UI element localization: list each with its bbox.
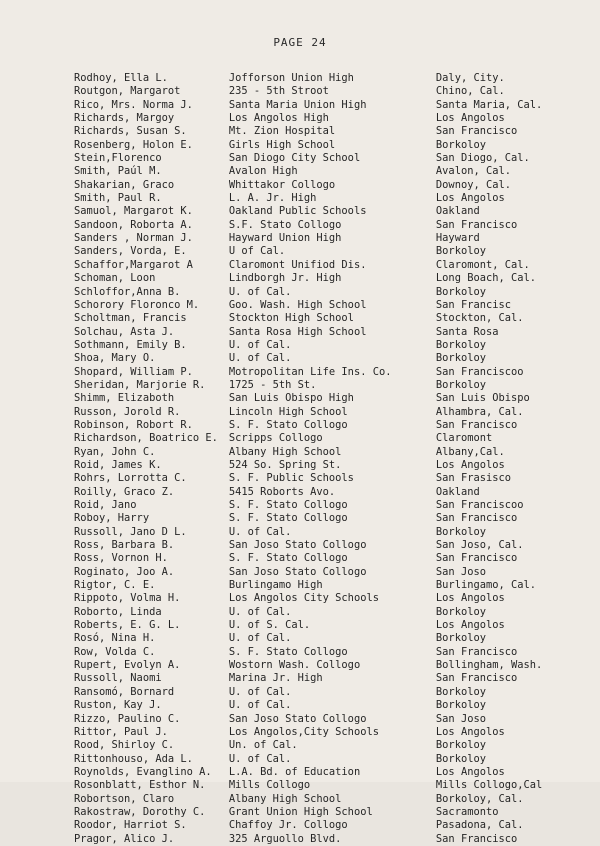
school-cell: Grant Union High School <box>228 805 373 818</box>
name-cell: Routgon, Margarot <box>74 85 181 98</box>
name-cell: Row, Volda C. <box>74 645 156 658</box>
list-item <box>74 686 574 699</box>
list-item <box>74 85 574 98</box>
location-cell: Bollingham, Wash. <box>435 659 543 672</box>
list-item <box>74 592 574 605</box>
list-item <box>74 779 574 792</box>
list-item <box>74 272 574 285</box>
school-cell: U. of Cal. <box>228 338 292 351</box>
school-cell: San Luis Obispo High <box>228 392 354 405</box>
school-cell: U. of Cal. <box>228 605 292 618</box>
list-item <box>74 632 574 645</box>
school-cell: Whittakor Collogo <box>228 178 336 191</box>
list-item <box>74 99 574 112</box>
location-cell: Hayward <box>435 232 480 245</box>
school-cell: Santa Maria Union High <box>228 98 367 111</box>
list-item <box>74 245 574 258</box>
location-cell: Los Angolos <box>435 112 505 125</box>
page-title: PAGE 24 <box>273 36 327 49</box>
name-cell: Sheridan, Marjorie R. <box>74 378 206 391</box>
list-item <box>74 326 574 339</box>
name-cell: Richardson, Boatrico E. <box>74 432 218 445</box>
school-cell: U. of Cal. <box>228 699 292 712</box>
school-cell: Stockton High School <box>228 312 354 325</box>
list-item <box>74 392 574 405</box>
location-cell: Borkoloy, Cal. <box>435 792 524 805</box>
location-cell: Borkoloy <box>435 632 486 645</box>
location-cell: Stockton, Cal. <box>435 312 524 325</box>
school-cell: Scripps Collogo <box>228 432 323 445</box>
location-cell: Borkoloy <box>435 699 486 712</box>
location-cell: Santa Rosa <box>435 325 499 338</box>
location-cell: Avalon, Cal. <box>435 165 511 178</box>
location-cell: Los Angolos <box>435 458 505 471</box>
name-cell: Sanders , Norman J. <box>74 232 193 245</box>
list-item <box>74 713 574 726</box>
location-cell: Borkoloy <box>435 138 486 151</box>
name-cell: Rakostraw, Dorothy C. <box>74 805 206 818</box>
location-cell: Borkoloy <box>435 605 486 618</box>
list-item <box>74 459 574 472</box>
name-cell: Robortson, Claro <box>74 792 175 805</box>
list-item <box>74 112 574 125</box>
name-cell: Robinson, Robort R. <box>74 418 193 431</box>
location-cell: Borkoloy <box>435 285 486 298</box>
school-cell: U. of S. Cal. <box>228 619 311 632</box>
location-cell: San Diogo, Cal. <box>435 152 530 165</box>
name-cell: Schloffor,Anna B. <box>74 285 181 298</box>
school-cell: S. F. Stato Collogo <box>228 645 348 658</box>
list-item <box>74 259 574 272</box>
school-cell: Hayward Union High <box>228 232 342 245</box>
school-cell: Mills Collogo <box>228 779 311 792</box>
school-cell: U. of Cal. <box>228 632 292 645</box>
name-cell: Shakarian, Graco <box>74 178 175 191</box>
name-cell: Roboy, Harry <box>74 512 150 525</box>
name-cell: Samuol, Margarot K. <box>74 205 193 218</box>
list-item <box>74 646 574 659</box>
school-cell: Wostorn Wash. Collogo <box>228 659 361 672</box>
list-item <box>74 793 574 806</box>
list-item <box>74 552 574 565</box>
list-item <box>74 72 574 85</box>
name-cell: Rood, Shirloy C. <box>74 739 175 752</box>
school-cell: 1725 - 5th St. <box>228 378 317 391</box>
list-item <box>74 472 574 485</box>
list-item <box>74 539 574 552</box>
location-cell: Borkoloy <box>435 525 486 538</box>
school-cell: Goo. Wash. High School <box>228 298 367 311</box>
school-cell: Motropolitan Life Ins. Co. <box>228 365 392 378</box>
location-cell: Borkoloy <box>435 685 486 698</box>
name-cell: Rittor, Paul J. <box>74 725 168 738</box>
name-cell: Rippoto, Volma H. <box>74 592 181 605</box>
list-item <box>74 833 574 846</box>
school-cell: 325 Arguollo Blvd. <box>228 832 342 845</box>
location-cell: San Francisco <box>435 418 518 431</box>
location-cell: San Frasisco <box>435 472 511 485</box>
location-cell: Oakland <box>435 205 480 218</box>
name-cell: Shoa, Mary O. <box>74 352 156 365</box>
location-cell: Chino, Cal. <box>435 85 505 98</box>
location-cell: Borkoloy <box>435 739 486 752</box>
name-cell: Roborto, Linda <box>74 605 162 618</box>
location-cell: Los Angolos <box>435 192 505 205</box>
school-cell: U. of Cal. <box>228 352 292 365</box>
school-cell: Mt. Zion Hospital <box>228 125 336 138</box>
location-cell: Borkoloy <box>435 338 486 351</box>
school-cell: Jofforson Union High <box>228 72 354 84</box>
location-cell: Borkoloy <box>435 352 486 365</box>
location-cell: San Francisc <box>435 298 511 311</box>
name-cell: Schoman, Loon <box>74 272 156 285</box>
location-cell: Albany,Cal. <box>435 445 505 458</box>
location-cell: San Francisco <box>435 552 518 565</box>
location-cell: San Franciscoo <box>435 365 524 378</box>
name-cell: Richards, Margoy <box>74 112 175 125</box>
school-cell: U. of Cal. <box>228 525 292 538</box>
school-cell: Albany High School <box>228 792 342 805</box>
location-cell: Los Angolos <box>435 592 505 605</box>
location-cell: Daly, City. <box>435 72 505 84</box>
name-cell: Rohrs, Lorrotta C. <box>74 472 187 485</box>
school-cell: Un. of Cal. <box>228 739 298 752</box>
school-cell: Chaffoy Jr. Collogo <box>228 819 348 832</box>
name-cell: Sanders, Vorda, E. <box>74 245 187 258</box>
school-cell: Albany High School <box>228 445 342 458</box>
list-item <box>74 352 574 365</box>
list-item <box>74 446 574 459</box>
school-cell: 524 So. Spring St. <box>228 458 342 471</box>
name-cell: Rodhoy, Ella L. <box>74 72 168 84</box>
name-cell: Rizzo, Paulino C. <box>74 712 181 725</box>
school-cell: Lincoln High School <box>228 405 348 418</box>
name-cell: Rosonblatt, Esthor N. <box>74 779 206 792</box>
list-item <box>74 179 574 192</box>
location-cell: Los Angolos <box>435 725 505 738</box>
location-cell: Downoy, Cal. <box>435 178 511 191</box>
list-item <box>74 806 574 819</box>
list-item <box>74 659 574 672</box>
school-cell: Claromont Unifiod Dis. <box>228 258 367 271</box>
list-item <box>74 526 574 539</box>
list-item <box>74 512 574 525</box>
name-cell: Ryan, John C. <box>74 445 156 458</box>
list-item <box>74 672 574 685</box>
name-cell: Rico, Mrs. Norma J. <box>74 98 193 111</box>
school-cell: U. of Cal. <box>228 285 292 298</box>
school-cell: S. F. Stato Collogo <box>228 499 348 511</box>
school-cell: S. F. Stato Collogo <box>228 418 348 431</box>
location-cell: San Francisco <box>435 645 518 658</box>
location-cell: Long Boach, Cal. <box>435 272 537 285</box>
list-item <box>74 486 574 499</box>
name-cell: Roginato, Joo A. <box>74 565 175 578</box>
name-cell: Roberts, E. G. L. <box>74 619 181 632</box>
name-cell: Sothmann, Emily B. <box>74 338 187 351</box>
list-item <box>74 619 574 632</box>
location-cell: San Francisco <box>435 218 518 231</box>
list-item <box>74 165 574 178</box>
school-cell: Burlingamo High <box>228 579 323 592</box>
location-cell: Pasadona, Cal. <box>435 819 524 832</box>
school-cell: San Joso Stato Collogo <box>228 539 367 552</box>
list-item <box>74 753 574 766</box>
school-cell: U of Cal. <box>228 245 286 258</box>
school-cell: Los Angolos,City Schools <box>228 725 379 738</box>
list-item <box>74 579 574 592</box>
location-cell: San Francisco <box>435 512 518 525</box>
name-cell: Pragor, Alico J. <box>74 832 175 845</box>
list-item <box>74 339 574 352</box>
location-cell: San Joso <box>435 565 486 578</box>
school-cell: Lindborgh Jr. High <box>228 272 342 285</box>
location-cell: San Franciscoo <box>435 499 524 511</box>
location-cell: San Joso <box>435 712 486 725</box>
location-cell: Claromont, Cal. <box>435 258 530 271</box>
school-cell: 5415 Roborts Avo. <box>228 485 336 498</box>
location-cell: Los Angolos <box>435 765 505 778</box>
school-cell: Santa Rosa High School <box>228 325 367 338</box>
name-cell: Solchau, Asta J. <box>74 325 175 338</box>
name-cell: Ruston, Kay J. <box>74 699 162 712</box>
list-item <box>74 205 574 218</box>
school-cell: Girls High School <box>228 138 336 151</box>
list-item <box>74 606 574 619</box>
school-cell: L.A. Bd. of Education <box>228 765 361 778</box>
name-cell: Scholtman, Francis <box>74 312 187 325</box>
name-cell: Ross, Vornon H. <box>74 552 168 565</box>
name-cell: Schaffor,Margarot A <box>74 258 193 271</box>
name-cell: Smith, Paul R. <box>74 192 162 205</box>
directory-list <box>74 72 574 846</box>
list-item <box>74 699 574 712</box>
location-cell: Santa Maria, Cal. <box>435 98 543 111</box>
location-cell: San Luis Obispo <box>435 392 530 405</box>
location-cell: San Francisco <box>435 672 518 685</box>
school-cell: San Joso Stato Collogo <box>228 712 367 725</box>
list-item <box>74 406 574 419</box>
name-cell: Sandoon, Roborta A. <box>74 218 193 231</box>
school-cell: Los Angolos High <box>228 112 329 125</box>
school-cell: Oakland Public Schools <box>228 205 367 218</box>
location-cell: San Francisco <box>435 125 518 138</box>
location-cell: San Joso, Cal. <box>435 539 524 552</box>
list-item <box>74 286 574 299</box>
school-cell: L. A. Jr. High <box>228 192 317 205</box>
name-cell: Roid, James K. <box>74 458 162 471</box>
school-cell: Los Angolos City Schools <box>228 592 379 605</box>
name-cell: Ross, Barbara B. <box>74 539 175 552</box>
school-cell: U. of Cal. <box>228 752 292 765</box>
name-cell: Stein,Florenco <box>74 152 162 165</box>
list-item <box>74 139 574 152</box>
school-cell: Avalon High <box>228 165 298 178</box>
name-cell: Rupert, Evolyn A. <box>74 659 181 672</box>
list-item <box>74 739 574 752</box>
list-item <box>74 232 574 245</box>
location-cell: Los Angolos <box>435 619 505 632</box>
list-item <box>74 299 574 312</box>
list-item <box>74 152 574 165</box>
list-item <box>74 419 574 432</box>
list-item <box>74 499 574 512</box>
name-cell: Roodor, Harriot S. <box>74 819 187 832</box>
name-cell: Shopard, William P. <box>74 365 193 378</box>
name-cell: Richards, Susan S. <box>74 125 187 138</box>
location-cell: Alhambra, Cal. <box>435 405 524 418</box>
name-cell: Russoll, Naomi <box>74 672 162 685</box>
name-cell: Roilly, Graco Z. <box>74 485 175 498</box>
location-cell: Oakland <box>435 485 480 498</box>
list-item <box>74 432 574 445</box>
list-item <box>74 566 574 579</box>
school-cell: S. F. Stato Collogo <box>228 512 348 525</box>
name-cell: Schorory Floronco M. <box>74 298 200 311</box>
list-item <box>74 125 574 138</box>
name-cell: Rosenberg, Holon E. <box>74 138 193 151</box>
location-cell: Sacramonto <box>435 805 499 818</box>
location-cell: Mills Collogo,Cal <box>435 779 543 792</box>
school-cell: S.F. Stato Collogo <box>228 218 342 231</box>
name-cell: Russon, Jorold R. <box>74 405 181 418</box>
name-cell: Ransomó, Bornard <box>74 685 175 698</box>
name-cell: Rittonhouso, Ada L. <box>74 752 193 765</box>
name-cell: Rigtor, C. E. <box>74 579 156 592</box>
location-cell: Burlingamo, Cal. <box>435 579 537 592</box>
name-cell: Roid, Jano <box>74 499 137 511</box>
list-item <box>74 219 574 232</box>
school-cell: S. F. Public Schools <box>228 472 354 485</box>
list-item <box>74 819 574 832</box>
school-cell: San Joso Stato Collogo <box>228 565 367 578</box>
name-cell: Rosó, Nina H. <box>74 632 156 645</box>
school-cell: 235 - 5th Stroot <box>228 85 329 98</box>
location-cell: Borkoloy <box>435 245 486 258</box>
name-cell: Smith, Paúl M. <box>74 165 162 178</box>
school-cell: San Diogo City School <box>228 152 361 165</box>
school-cell: U. of Cal. <box>228 685 292 698</box>
name-cell: Russoll, Jano D L. <box>74 525 187 538</box>
list-item <box>74 192 574 205</box>
location-cell: Borkoloy <box>435 378 486 391</box>
name-cell: Shimm, Elizaboth <box>74 392 175 405</box>
list-item <box>74 726 574 739</box>
name-cell: Roynolds, Evanglino A. <box>74 765 212 778</box>
location-cell: Borkoloy <box>435 752 486 765</box>
location-cell: San Francisco <box>435 832 518 845</box>
school-cell: Marina Jr. High <box>228 672 323 685</box>
list-item <box>74 366 574 379</box>
list-item <box>74 766 574 779</box>
list-item <box>74 379 574 392</box>
list-item <box>74 312 574 325</box>
school-cell: S. F. Stato Collogo <box>228 552 348 565</box>
location-cell: Claromont <box>435 432 493 445</box>
